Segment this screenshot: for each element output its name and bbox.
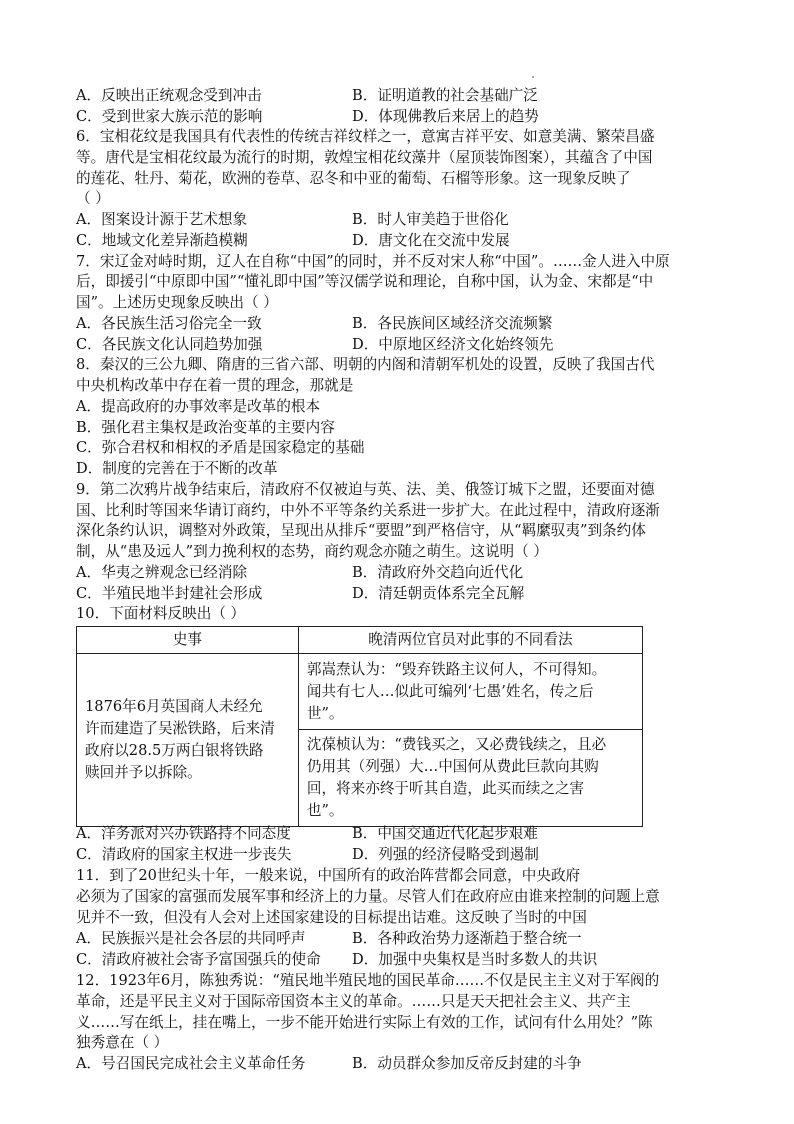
view-line: 世”。	[306, 704, 344, 722]
q9-option-a: A．华夷之辨观念已经消除	[76, 564, 248, 581]
q6-option-b: B．时人审美趋于世俗化	[352, 211, 509, 228]
q9-option-b: B．清政府外交趋向近代化	[352, 564, 524, 581]
q6-option-d: D．唐文化在交流中发展	[352, 232, 510, 249]
q5-option-d: D．体现佛教后来居上的趋势	[352, 108, 539, 125]
q11-stem-line-2: 必须为了国家的富强而发展军事和经济上的力量。尽管人们在政府应由谁来控制的问题上意	[76, 888, 660, 905]
q9-stem-line-3: 深化条约认识，调整对外政策，呈现出从排斥“要盟”到严格信守，从“羁縻驭夷”到条约体	[76, 522, 646, 539]
q11-stem-line-1: 11．到了20世纪头十年，一般来说，中国所有的政治阵营都会同意，中央政府	[76, 867, 581, 884]
q8-stem-line-1: 8．秦汉的三公九卿、隋唐的三省六部、明朝的内阁和清朝军机处的设置，反映了我国古代	[76, 356, 655, 373]
q12-option-b: B．动员群众参加反帝反封建的斗争	[352, 1055, 582, 1072]
q10-option-b: B．中国交通近代化起步艰难	[352, 825, 538, 842]
q6-stem-line-1: 6．宝相花纹是我国具有代表性的传统吉祥纹样之一，意寓吉祥平安、如意美满、繁荣昌盛	[76, 128, 655, 145]
q7-option-c: C．各民族文化认同趋势加强	[76, 336, 263, 353]
event-line: 1876年6月英国商人未经允	[85, 698, 263, 715]
q12-stem-line-1: 12．1923年6月，陈独秀说：“殖民地半殖民地的国民革命……不仅是民主主义对于军阀的	[76, 972, 660, 989]
q12-stem-line-3: 义……写在纸上，挂在嘴上，一步不能开始进行实际上有效的工作，试问有什么用处？”陈	[76, 1014, 653, 1031]
table-header-row	[77, 627, 643, 654]
q6-answer-blank: （ ）	[76, 190, 110, 207]
table-header-event: 史事	[77, 627, 299, 654]
q11-option-a: A．民族振兴是社会各层的共同呼声	[76, 930, 306, 947]
q10-option-a: A．洋务派对兴办铁路持不同态度	[76, 825, 291, 842]
q9-stem-line-1: 9．第二次鸦片战争结束后，清政府不仅被迫与英、法、美、俄签订城下之盟，还要面对德	[76, 481, 655, 498]
q9-stem-line-4: 制，从“患及远人”到力挽利权的态势，商约观念亦随之萌生。这说明（ ）	[76, 543, 548, 560]
q7-option-a: A．各民族生活习俗完全一致	[76, 315, 262, 332]
q8-option-b: B．强化君主集权是政治变革的主要内容	[76, 419, 335, 436]
q9-option-d: D．清廷朝贡体系完全瓦解	[352, 585, 525, 602]
table-header-views: 晚清两位官员对此事的不同看法	[298, 627, 642, 654]
q11-option-d: D．加强中央集权是当时多数人的共识	[352, 951, 598, 968]
view-shen-baozhen-cell	[298, 730, 642, 827]
q12-option-a: A．号召国民完成社会主义革命任务	[76, 1055, 306, 1072]
q9-stem-line-2: 国、比利时等国来华请订商约，中外不平等条约关系进一步扩大。在此过程中，清政府逐渐	[76, 502, 660, 519]
q5-option-b: B．证明道教的社会基础广泛	[352, 87, 538, 104]
q11-option-c: C．清政府被社会寄予富国强兵的使命	[76, 951, 321, 968]
event-line: 政府以28.5万两白银将铁路	[85, 742, 264, 759]
view-guo-songtao-cell	[298, 654, 642, 730]
event-line: 许而建造了吴淞铁路，后来清	[85, 720, 275, 737]
q8-option-c: C．弥合君权和相权的矛盾是国家稳定的基础	[76, 439, 365, 456]
q10-option-d: D．列强的经济侵略受到遏制	[352, 846, 539, 863]
q8-option-d: D．制度的完善在于不断的改革	[76, 460, 278, 477]
q5-option-c: C．受到世家大族示范的影响	[76, 108, 263, 125]
q6-stem-line-3: 的莲花、牡丹、菊花，欧洲的卷草、忍冬和中亚的葡萄、石榴等形象。这一现象反映了	[76, 170, 631, 187]
q9-option-c: C．半殖民地半封建社会形成	[76, 585, 263, 602]
q10-stem: 10．下面材料反映出（ ）	[76, 605, 246, 622]
q7-stem-line-1: 7．宋辽金对峙时期，辽人在自称“中国”的同时，并不反对宋人称“中国”。……金人进入中原	[76, 253, 670, 270]
table-row	[77, 654, 643, 730]
scan-speck	[532, 76, 534, 78]
q6-option-a: A．图案设计源于艺术想象	[76, 211, 248, 228]
q12-stem-line-4: 独秀意在（ ）	[76, 1034, 169, 1051]
q10-material-table	[76, 626, 643, 827]
q8-option-a: A．提高政府的办事效率是改革的根本	[76, 398, 321, 415]
q7-option-d: D．中原地区经济文化始终领先	[352, 336, 554, 353]
q7-stem-line-3: 国”。上述历史现象反映出（ ）	[76, 294, 278, 311]
view-line: 郭嵩焘认为：“毁弃铁路主议何人，不可得知。	[306, 660, 607, 678]
q6-option-c: C．地域文化差异渐趋模糊	[76, 232, 248, 249]
q5-option-a: A．反映出正统观念受到冲击	[76, 87, 262, 104]
view-line: 回，将来亦终于听其自造，此买而续之之害	[306, 780, 585, 798]
q6-stem-line-2: 等。唐代是宝相花纹最为流行的时期，敦煌宝相花纹藻井（屋顶装饰图案），其蕴含了中国	[76, 149, 653, 166]
q7-option-b: B．各民族间区域经济交流频繁	[352, 315, 553, 332]
event-cell	[77, 654, 299, 827]
q11-option-b: B．各种政治势力逐渐趋于整合统一	[352, 930, 582, 947]
view-line: 沈葆桢认为：“费钱买之，又必费钱续之，且必	[306, 736, 607, 754]
q10-option-c: C．清政府的国家主权进一步丧失	[76, 846, 292, 863]
view-line: 也”。	[306, 802, 344, 820]
event-line: 赎回并予以拆除。	[85, 764, 202, 781]
q11-stem-line-3: 见并不一致，但没有人会对上述国家建设的目标提出诘难。这反映了当时的中国	[76, 909, 587, 926]
q7-stem-line-2: 后，即援引“中原即中国”“懂礼即中国”等汉儒学说和理论，自称中国，认为金、宋都是“中	[76, 273, 654, 290]
q12-stem-line-2: 革命，还是平民主义对于国际帝国资本主义的革命。……只是天天把社会主义、共产主	[76, 993, 631, 1010]
view-line: 闻共有七人…似此可编列‘七愚’姓名，传之后	[306, 682, 594, 700]
view-line: 仍用其（列强）大…中国何从费此巨款向其购	[306, 758, 599, 776]
q8-stem-line-2: 中央机构改革中存在着一贯的理念，那就是	[76, 377, 354, 394]
